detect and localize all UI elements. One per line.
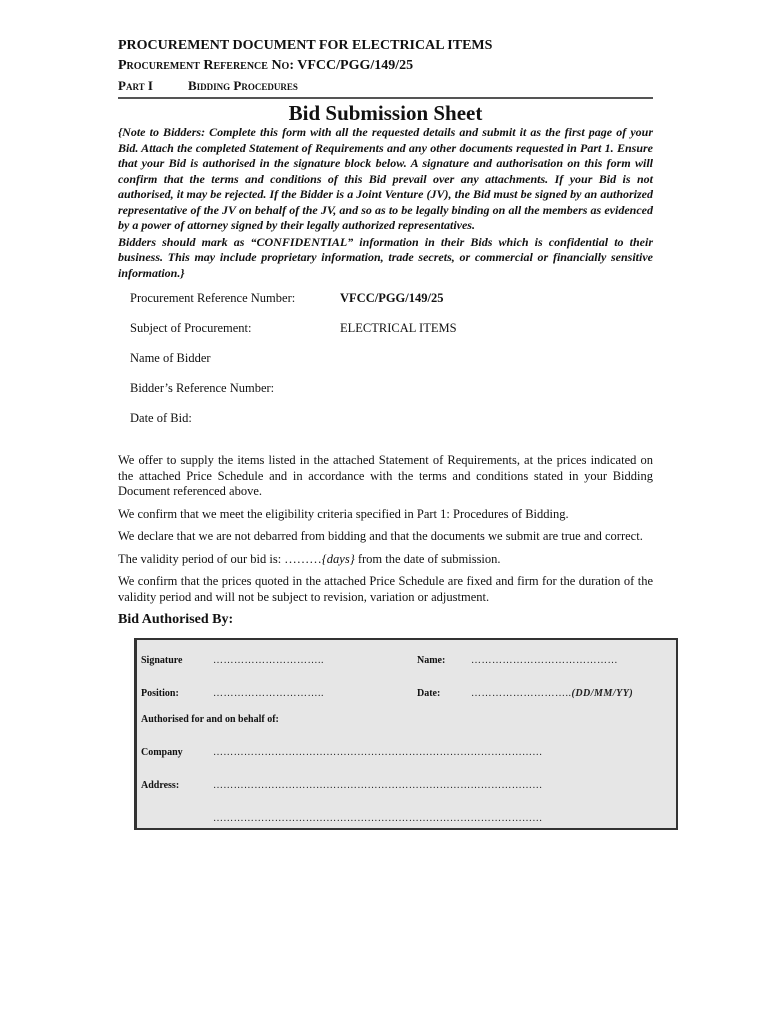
page-title: Bid Submission Sheet	[288, 101, 483, 125]
signature-block	[134, 638, 678, 830]
header-divider	[118, 97, 653, 99]
field-name-of-bidder	[130, 351, 653, 381]
note-to-bidders: {Note to Bidders: Complete this form with all the requested details and submit it as the first page of your Bid. Attach the completed Statement of Requirements and any other documents requested in Part 1. Ensure that your Bid is authorised in the signature block below. A signature and authorisation on this form will confirm that the terms and conditions of this Bid prevail over any attachments. If your Bid is not authorised, it may be rejected. If the Bidder is a Joint Venture (JV), the Bid must be signed by an authorized representative of the JV on behalf of the JV, and so as to be legally binding on all the members as evidenced by a power of attorney signed by their legally authorized representatives.	[118, 125, 653, 232]
signature-label: Signature	[141, 655, 183, 666]
eligibility-paragraph: We confirm that we meet the eligibility criteria specified in Part 1: Procedures of Bidding.	[118, 506, 569, 521]
company-label: Company	[141, 747, 183, 758]
part-heading	[118, 76, 653, 96]
part-number: Part I	[118, 78, 153, 93]
field-value: ELECTRICAL ITEMS	[340, 321, 457, 335]
field-label: Bidder’s Reference Number:	[130, 381, 275, 395]
signature-line[interactable]: …………………………..	[213, 655, 324, 666]
behalf-label: Authorised for and on behalf of:	[141, 714, 279, 725]
declaration-paragraph: We declare that we are not debarred from bidding and that the documents we submit are true and correct.	[118, 529, 643, 543]
field-label: Procurement Reference Number:	[130, 291, 296, 305]
field-label: Name of Bidder	[130, 351, 211, 365]
date-dots: ………………………..	[471, 688, 572, 699]
field-label: Subject of Procurement:	[130, 321, 252, 335]
bid-details	[130, 291, 653, 441]
position-line[interactable]: …………………………..	[213, 688, 324, 699]
name-line[interactable]: ……………………………………	[471, 655, 618, 666]
validity-text-start: The validity period of our bid is: ………	[118, 551, 322, 566]
bid-authorised-heading: Bid Authorised By:	[118, 612, 234, 627]
procurement-reference-value: VFCC/PGG/149/25	[297, 58, 414, 73]
part-title: Bidding Procedures	[188, 78, 298, 93]
company-line[interactable]: ……………………………………………………………………………………	[213, 747, 543, 758]
validity-days-placeholder: {days}	[321, 551, 355, 566]
address-line-2[interactable]: ……………………………………………………………………………………	[213, 813, 543, 824]
field-value: VFCC/PGG/149/25	[340, 291, 444, 305]
prices-paragraph: We confirm that the prices quoted in the attached Price Schedule are fixed and firm for the duration of the validity period and will not be subject to revision, variation or adjustment.	[118, 574, 653, 604]
address-label: Address:	[141, 780, 180, 791]
field-bidder-reference	[130, 381, 653, 411]
field-procurement-reference	[130, 291, 653, 321]
date-format-hint: (DD/MM/YY)	[571, 688, 634, 699]
procurement-reference-label: Procurement Reference No:	[118, 58, 295, 73]
document-header-title: PROCUREMENT DOCUMENT FOR ELECTRICAL ITEMS	[118, 38, 493, 53]
date-line[interactable]	[471, 688, 633, 699]
position-label: Position:	[141, 688, 179, 699]
validity-text-end: from the date of submission.	[354, 551, 501, 566]
date-label: Date:	[417, 688, 441, 699]
procurement-reference-line	[118, 56, 653, 76]
validity-paragraph	[118, 552, 653, 568]
confidential-note: Bidders should mark as “CONFIDENTIAL” information in their Bids which is confidential to their business. This may include proprietary information, trade secrets, or commercial or financially sensitive information.}	[118, 234, 653, 280]
field-subject	[130, 321, 653, 351]
address-line-1[interactable]: ……………………………………………………………………………………	[213, 780, 543, 791]
field-date-of-bid	[130, 411, 653, 441]
document-page	[118, 36, 653, 629]
offer-paragraph: We offer to supply the items listed in the attached Statement of Requirements, at the prices indicated on the attached Price Schedule and in accordance with the terms and conditions stated in your Bidding Document referenced above.	[118, 453, 653, 498]
field-label: Date of Bid:	[130, 411, 192, 425]
name-label: Name:	[417, 655, 446, 666]
